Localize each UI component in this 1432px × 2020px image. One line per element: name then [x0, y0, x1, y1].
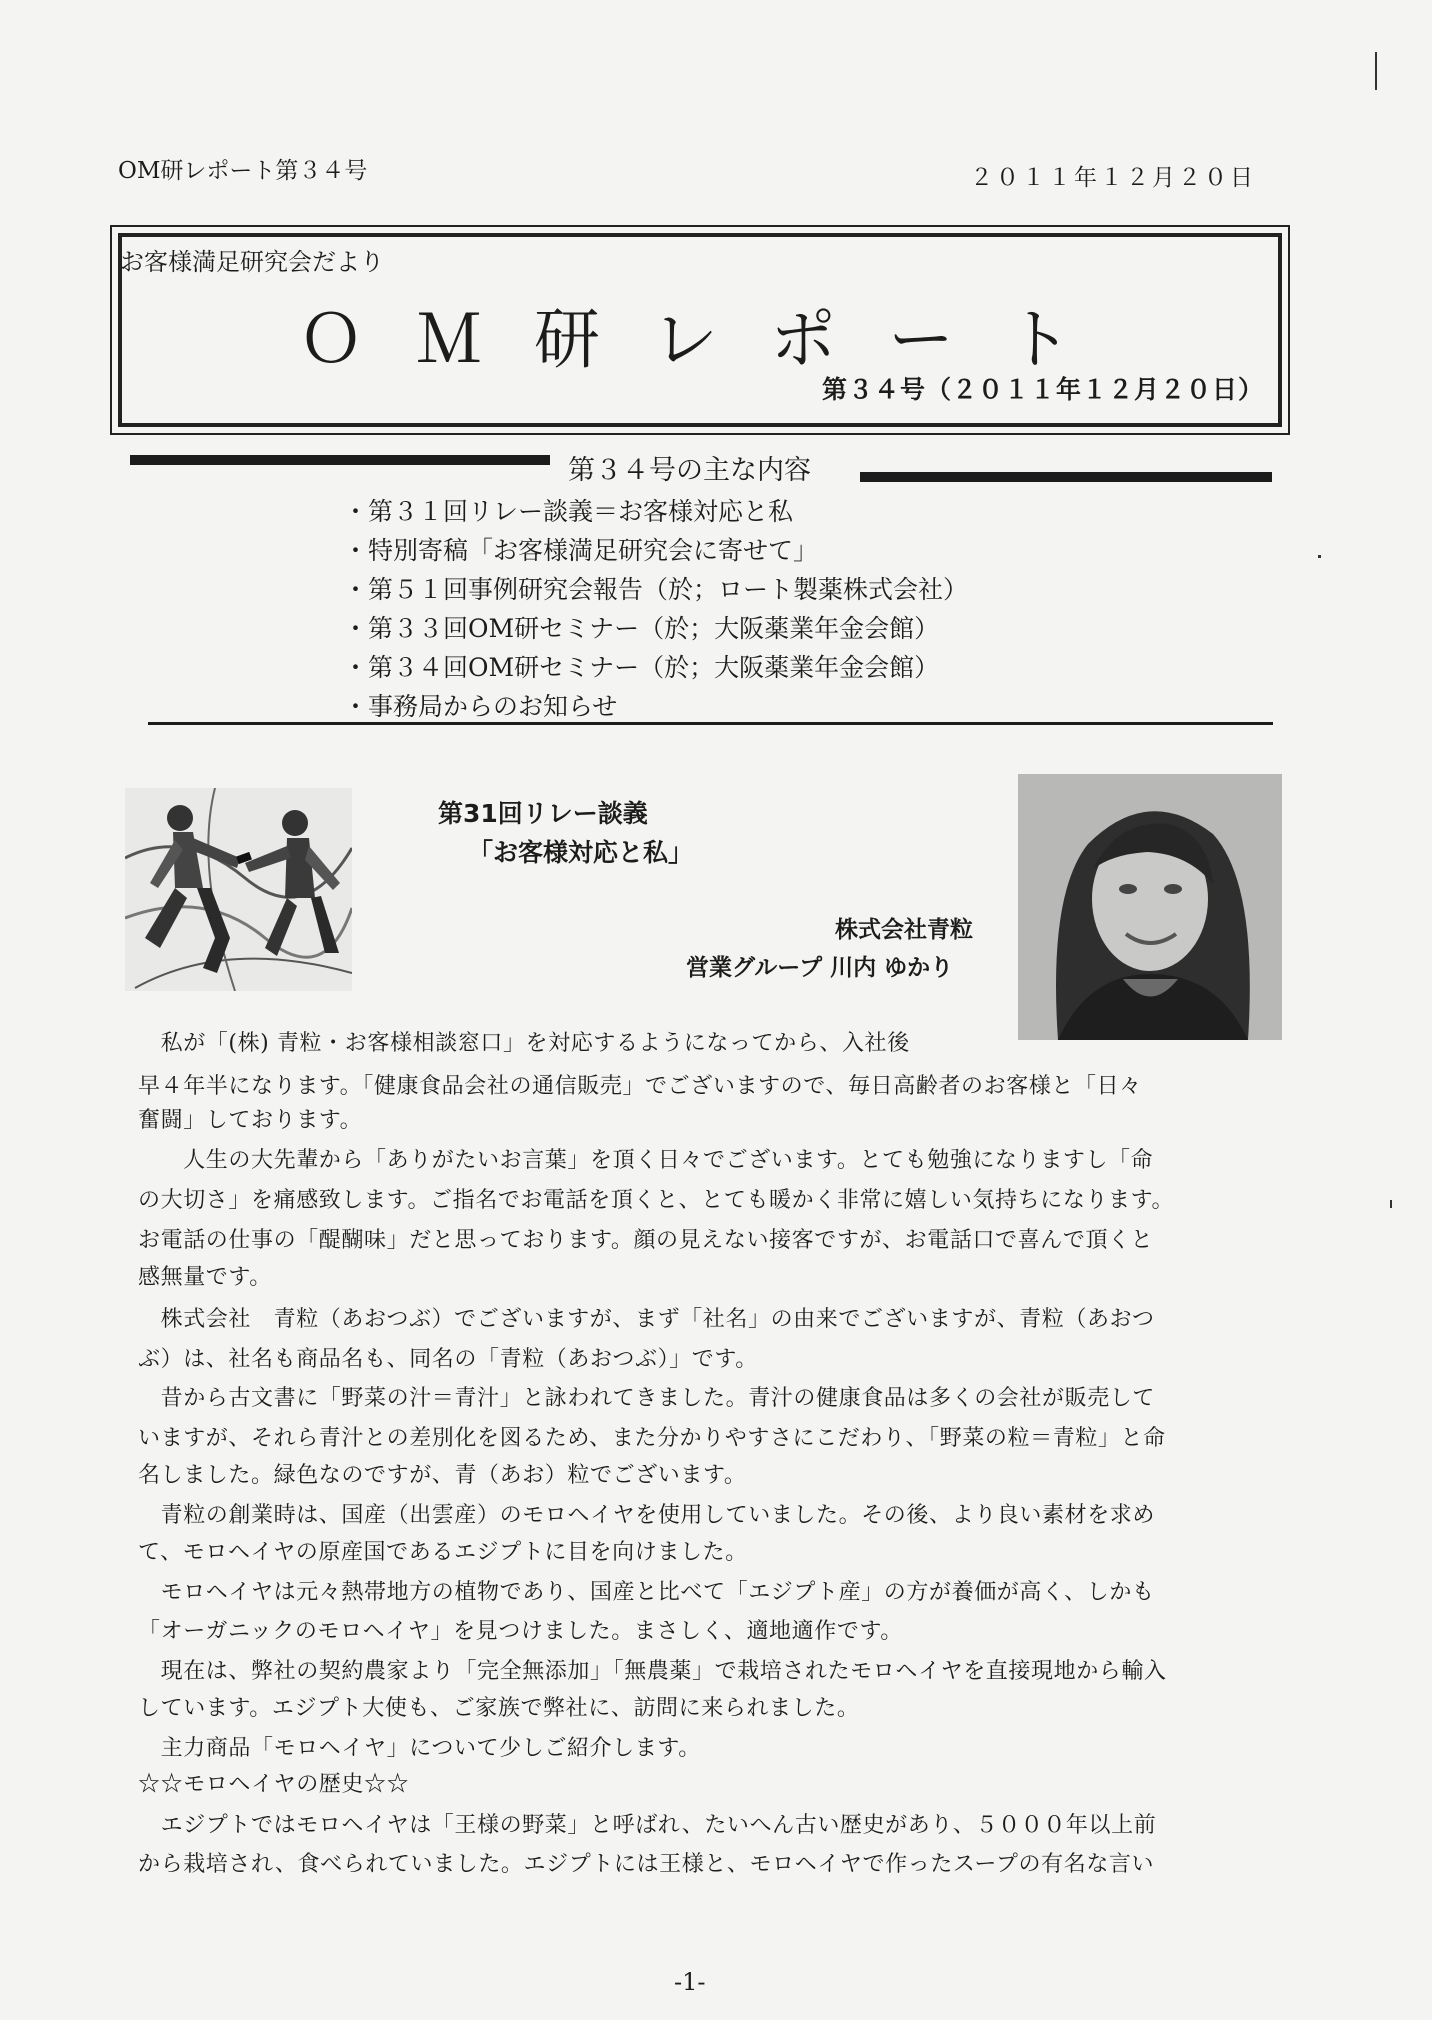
body-line: ぶ）は、社名も商品名も、同名の「青粒（あおつぶ）」です。: [138, 1347, 758, 1372]
body-line: の大切さ」を痛感致します。ご指名でお電話を頂くと、とても暖かく非常に嬉しい気持ちになります。: [138, 1188, 1175, 1213]
contents-item: ・第３３回OM研セミナー（於；大阪薬業年金会館）: [343, 614, 940, 643]
contents-bar-right: [860, 472, 1272, 482]
relay-runners-illustration: [125, 788, 352, 991]
contents-item: ・第５１回事例研究会報告（於；ロート製薬株式会社）: [343, 575, 969, 604]
body-line: 感無量です。: [138, 1265, 272, 1290]
contents-item: ・事務局からのお知らせ: [343, 692, 618, 721]
scan-mark: [1318, 555, 1321, 558]
body-line: ☆☆モロヘイヤの歴史☆☆: [138, 1772, 410, 1797]
contents-heading: 第３４号の主な内容: [568, 455, 811, 486]
contents-item: ・第３１回リレー談義＝お客様対応と私: [343, 497, 794, 526]
report-date: ２０１１年１２月２０日: [970, 165, 1256, 191]
page-number: -1-: [674, 1968, 706, 1996]
body-line: 名しました。緑色なのですが、青（あお）粒でございます。: [138, 1463, 747, 1488]
body-line: 現在は、弊社の契約農家より「完全無添加」「無農薬」で栽培されたモロヘイヤを直接現地から輸入: [138, 1659, 1167, 1684]
body-line: お電話の仕事の「醍醐味」だと思っております。顔の見えない接客ですが、お電話口で喜んで頂くと: [138, 1228, 1154, 1253]
report-issue-label: OM研レポート第３４号: [118, 158, 368, 184]
masthead-title: ＯＭ研レポート: [298, 301, 1124, 378]
contents-divider: [148, 722, 1273, 725]
body-line: いますが、それら青汁との差別化を図るため、また分かりやすさにこだわり、「野菜の粒＝青粒」と命: [138, 1426, 1166, 1451]
body-line: て、モロヘイヤの原産国であるエジプトに目を向けました。: [138, 1540, 748, 1565]
scan-mark: [1390, 1200, 1392, 1208]
masthead-kicker: お客様満足研究会だより: [120, 248, 384, 276]
article-title: 第31回リレー談義: [438, 799, 648, 828]
body-line: 「オーガニックのモロヘイヤ」を見つけました。まさしく、適地適作です。: [138, 1619, 903, 1644]
contents-bar-left: [130, 455, 550, 465]
article-subtitle: 「お客様対応と私」: [468, 838, 694, 867]
masthead-issue-line: 第３４号（２０１１年１２月２０日）: [822, 375, 1265, 404]
author-name: 営業グループ 川内 ゆかり: [686, 955, 954, 981]
body-line: から栽培され、食べられていました。エジプトには王様と、モロヘイヤで作ったスープの有名な言い: [138, 1852, 1155, 1877]
scan-mark: [1375, 52, 1377, 90]
contents-item: ・第３４回OM研セミナー（於；大阪薬業年金会館）: [343, 653, 940, 682]
body-line: 青粒の創業時は、国産（出雲産）のモロヘイヤを使用していました。その後、より良い素材を求め: [138, 1503, 1156, 1528]
body-line: 私が「(株) 青粒・お客様相談窓口」を対応するようになってから、入社後: [138, 1031, 910, 1056]
author-portrait-photo: [1018, 774, 1282, 1040]
body-line: 奮闘」しております。: [138, 1108, 363, 1133]
body-line: 人生の大先輩から「ありがたいお言葉」を頂く日々でございます。とても勉強になりますし「命: [138, 1148, 1154, 1173]
body-line: 株式会社 青粒（あおつぶ）でございますが、まず「社名」の由来でございますが、青粒（あおつ: [138, 1307, 1155, 1332]
body-line: しています。エジプト大使も、ご家族で弊社に、訪問に来られました。: [138, 1696, 860, 1721]
body-line: モロヘイヤは元々熱帯地方の植物であり、国産と比べて「エジプト産」の方が養価が高く、しかも: [138, 1580, 1155, 1605]
body-line: 昔から古文書に「野菜の汁＝青汁」と詠われてきました。青汁の健康食品は多くの会社が販売して: [138, 1386, 1156, 1411]
author-company: 株式会社青粒: [835, 917, 973, 943]
body-line: 早４年半になります。「健康食品会社の通信販売」でございますので、毎日高齢者のお客様と「日々: [138, 1074, 1142, 1099]
body-line: 主力商品「モロヘイヤ」について少しご紹介します。: [138, 1736, 701, 1761]
body-line: エジプトではモロヘイヤは「王様の野菜」と呼ばれ、たいへん古い歴史があり、５０００年以上前: [138, 1813, 1157, 1838]
contents-item: ・特別寄稿「お客様満足研究会に寄せて」: [343, 536, 819, 565]
